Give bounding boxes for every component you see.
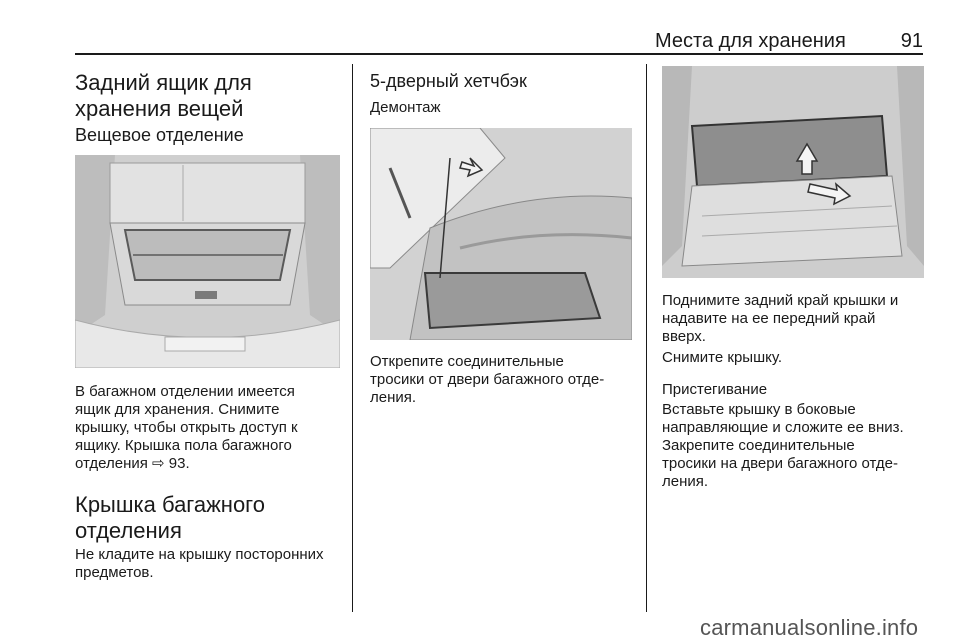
- tailgate-cable-illustration: [370, 128, 632, 340]
- watermark: carmanualsonline.info: [700, 615, 919, 640]
- chapter-title: Места для хранения: [655, 30, 846, 52]
- procedure-heading: Пристегивание: [662, 381, 768, 398]
- cover-removal-figure: [370, 128, 632, 340]
- paragraph: В багажном отделении имеется ящик для хранения. Снимите крышку, чтобы открыть доступ к ящику. Крышка пола багажного отделения ⇨ 93.: [75, 383, 298, 472]
- paragraph: Вставьте крышку в боковые направляющие и сложите ее вниз. Закрепите соединительные тросики на двери багажного отде- ления.: [662, 401, 904, 490]
- header-rule: [75, 53, 923, 55]
- subsection-heading: Вещевое отделение: [75, 125, 244, 145]
- cover-lift-figure: [662, 66, 924, 278]
- page-header: [75, 30, 923, 52]
- paragraph: Открепите соединительные тросики от двери багажного отде- ления.: [370, 353, 605, 406]
- page-ref-link[interactable]: 93.: [168, 455, 190, 472]
- paragraph: Не кладите на крышку посторонних предметов.: [75, 546, 324, 581]
- paragraph: Снимите крышку.: [662, 349, 783, 366]
- trunk-storage-figure: [75, 155, 340, 368]
- column-divider: [646, 64, 647, 612]
- column-divider: [352, 64, 353, 612]
- section-heading: Крышка багажного отделения: [75, 492, 265, 543]
- trunk-storage-illustration: [75, 155, 340, 368]
- section-heading: Задний ящик для хранения вещей: [75, 70, 252, 121]
- cover-lift-illustration: [662, 66, 924, 278]
- subsection-heading: 5-дверный хетчбэк: [370, 71, 527, 91]
- paragraph: Поднимите задний край крышки и надавите на ее передний край вверх.: [662, 292, 899, 345]
- procedure-heading: Демонтаж: [370, 99, 441, 116]
- page-number: 91: [900, 30, 923, 52]
- page-ref-icon: ⇨: [152, 455, 165, 472]
